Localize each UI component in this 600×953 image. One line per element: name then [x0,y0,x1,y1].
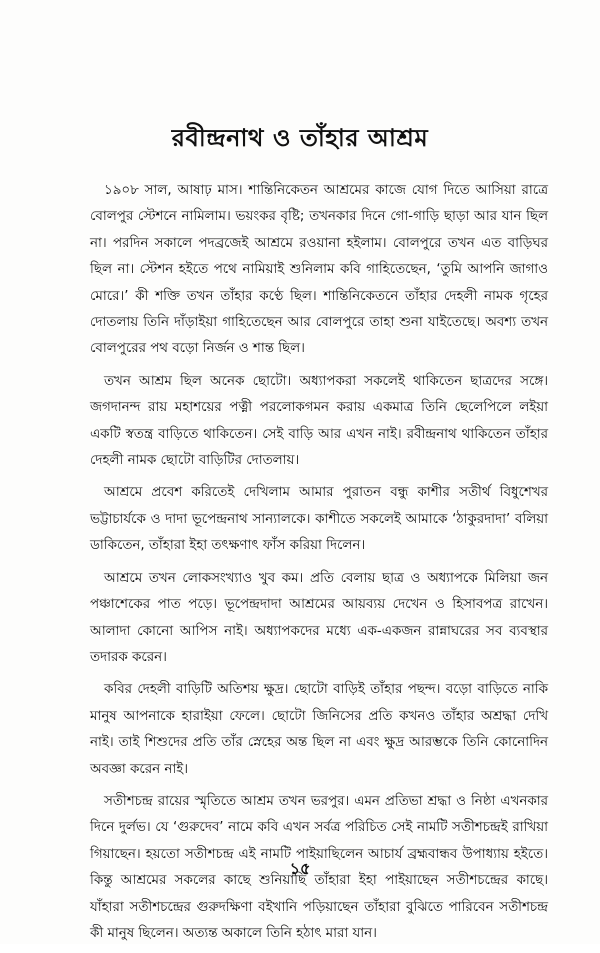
body-text [90,178,548,953]
paragraph-6: সতীশচন্দ্র রায়ের স্মৃতিতে আশ্রম তখন ভরপুর। এমন প্রতিভা শ্রদ্ধা ও নিষ্ঠা এখনকার দিনে দুর্লভ। যে ‘গুরুদেব’ নামে কবি এখন সর্বত্র পরিচিত সেই নামটি সতীশচন্দ্রই রাখিয়া গিয়াছেন। হয়তো সতীশচন্দ্র এই নামটি পাইয়াছিলেন আচার্য ব্রহ্মবান্ধব উপাধ্যায় হইতে। কিন্তু আশ্রমের সকলের কাছে শুনিয়াছি তাঁহারা ইহা পাইয়াছেন সতীশচন্দ্রের কাছে। যাঁহারা সতীশচন্দ্রের গুরুদক্ষিণা বইখানি পড়িয়াছেন তাঁহারা বুঝিতে পারিবেন সতীশচন্দ্র কী মানুষ ছিলেন। অত্যন্ত অকালে তিনি হঠাৎ মারা যান। [90,793,548,941]
chapter-title: রবীন্দ্রনাথ ও তাঁহার আশ্রম [171,124,429,152]
paragraph-5: কবির দেহলী বাড়িটি অতিশয় ক্ষুদ্র। ছোটো বাড়িই তাঁহার পছন্দ। বড়ো বাড়িতে নাকি মানুষ আপনাকে হারাইয়া ফেলে। ছোটো জিনিসের প্রতি কখনও তাঁহার অশ্রদ্ধা দেখি নাই। তাই শিশুদের প্রতি তাঁর স্নেহের অন্ত ছিল না এবং ক্ষুদ্র আরম্ভকে তিনি কোনোদিন অবজ্ঞা করেন নাই। [90,682,548,777]
paragraph-3: আশ্রমে প্রবেশ করিতেই দেখিলাম আমার পুরাতন বন্ধু কাশীর সতীর্থ বিধুশেখর ভট্টাচার্যকে ও দাদা ভূপেন্দ্রনাথ সান্যালকে। কাশীতে সকলেই আমাকে ‘ঠাকুরদাদা’ বলিয়া ডাকিতেন, তাঁহারা ইহা তৎক্ষণাৎ ফাঁস করিয়া দিলেন। [90,485,548,554]
paragraph-4: আশ্রমে তখন লোকসংখ্যাও খুব কম। প্রতি বেলায় ছাত্র ও অধ্যাপকে মিলিয়া জন পঞ্চাশেকের পাত পড়ে। ভূপেন্দ্রদাদা আশ্রমের আয়ব্যয় দেখেন ও হিসাবপত্র রাখেন। আলাদা কোনো আপিস নাই। অধ্যাপকদের মধ্যে এক-একজন রান্নাঘরের সব ব্যবস্থার তদারক করেন। [90,570,548,665]
paragraph-2: তখন আশ্রম ছিল অনেক ছোটো। অধ্যাপকরা সকলেই থাকিতেন ছাত্রদের সঙ্গে। জগদানন্দ রায় মহাশয়ের পত্নী পরলোকগমন করায় একমাত্র তিনি ছেলেপিলে লইয়া একটি স্বতন্ত্র বাড়িতে থাকিতেন। সেই বাড়ি আর এখন নাই। রবীন্দ্রনাথ থাকিতেন তাঁহার দেহলী নামক ছোটো বাড়িটির দোতলায়। [90,373,548,469]
page-number: ১৫ [289,859,311,878]
paragraph-1: ১৯০৮ সাল, আষাঢ় মাস। শান্তিনিকেতন আশ্রমের কাজে যোগ দিতে আসিয়া রাত্রে বোলপুর স্টেশনে নামিলাম। ভয়ংকর বৃষ্টি; তখনকার দিনে গো-গাড়ি ছাড়া আর যান ছিল না। পরদিন সকালে পদব্রজেই আশ্রমে রওয়ানা হইলাম। বোলপুরে তখন এত বাড়িঘর ছিল না। স্টেশন হইতে পথে নামিয়াই শুনিলাম কবি গাহিতেছেন, ‘তুমি আপনি জাগাও মোরে।’ কী শক্তি তখন তাঁহার কণ্ঠে ছিল। শান্তিনিকেতনে তাঁহার দেহলী নামক গৃহের দোতলায় তিনি দাঁড়াইয়া গাহিতেছেন আর বোলপুরে তাহা শুনা যাইতেছে। অবশ্য তখন বোলপুরের পথ বড়ো নির্জন ও শান্ত ছিল। [90,183,548,357]
